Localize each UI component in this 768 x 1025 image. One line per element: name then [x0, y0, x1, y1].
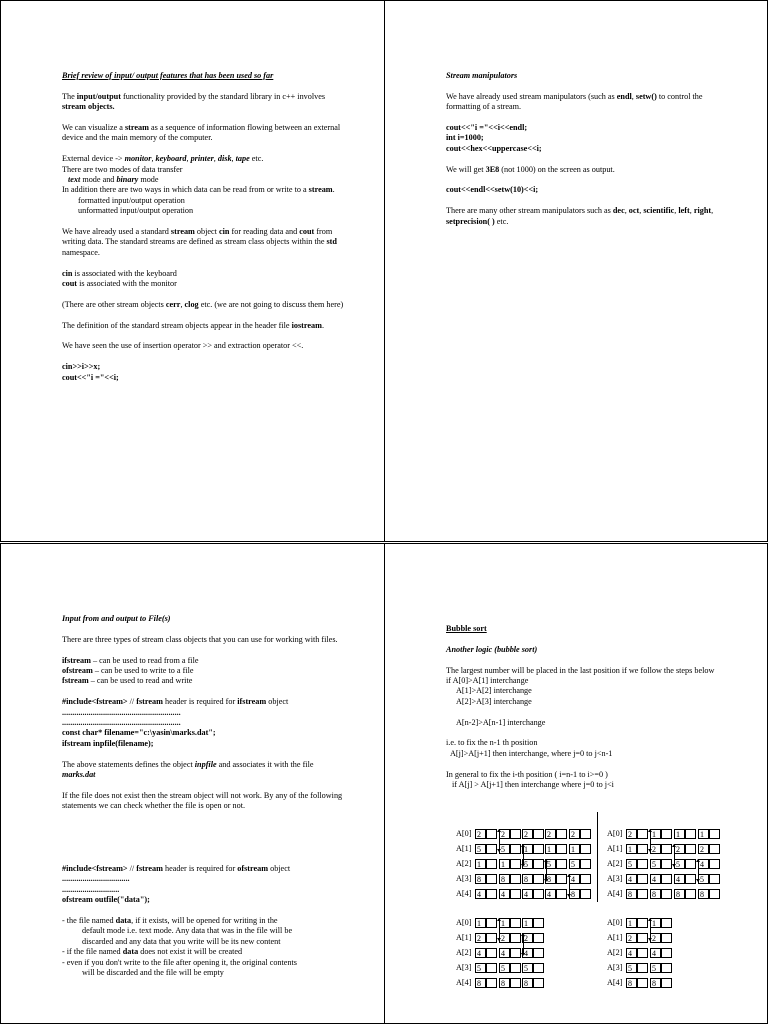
array-cell: 5	[650, 859, 661, 869]
paragraph: If the file does not exist then the stream object will not work. By any of the following statements we can check whether the file is open or not.	[62, 790, 343, 811]
array-cell-blank	[661, 874, 672, 884]
array-cell: 8	[522, 874, 533, 884]
array-cell-blank	[486, 874, 497, 884]
slide-title: Input from and output to File(s)	[62, 614, 171, 623]
array-cell-blank	[556, 844, 567, 854]
array-cell: 4	[475, 948, 486, 958]
array-cell-blank	[510, 829, 521, 839]
code-line: int i=1000;	[446, 133, 484, 143]
row-label: A[2]	[456, 859, 472, 868]
array-cell: 5	[569, 859, 580, 869]
row-label: A[2]	[607, 948, 623, 957]
array-cell-blank	[661, 829, 672, 839]
swap-arrow	[698, 861, 699, 880]
paragraph: In general to fix the i-th position ( i=n-1 to i>=0 )	[446, 769, 608, 779]
array-cell: 8	[499, 874, 510, 884]
bullet-line: - if the file named data does not exist it will be created	[62, 947, 243, 957]
spacer	[62, 822, 344, 864]
paragraph: if A[j] > A[j+1] then interchange where j=0 to j<i	[452, 780, 614, 790]
code-line: ifstream inpfile(filename);	[62, 738, 154, 748]
array-cell: 4	[626, 874, 637, 884]
step-line: A[2]>A[3] interchange	[456, 696, 532, 706]
slide-content	[446, 71, 727, 237]
array-cell: 2	[626, 829, 637, 839]
row-label: A[1]	[456, 933, 472, 942]
array-cell: 2	[522, 933, 533, 943]
array-cell: 8	[674, 889, 685, 899]
array-cell-blank	[580, 889, 591, 899]
array-cell: 2	[545, 829, 556, 839]
array-cell: 2	[650, 844, 661, 854]
swap-arrow	[569, 876, 570, 895]
fstream-line: fstream – can be used to read and write	[62, 676, 193, 686]
array-cell-blank	[510, 933, 521, 943]
slide-subtitle: Another logic (bubble sort)	[446, 644, 538, 654]
array-cell: 2	[499, 933, 510, 943]
paragraph: The above statements defines the object inpfile and associates it with the file marks.dat	[62, 759, 314, 780]
row-label: A[0]	[456, 918, 472, 927]
row-label: A[1]	[607, 844, 623, 853]
array-cell-blank	[637, 859, 648, 869]
array-cell: 8	[545, 874, 556, 884]
array-cell-blank	[709, 889, 720, 899]
array-cell-blank	[661, 963, 672, 973]
array-cell-blank	[533, 963, 544, 973]
array-cell: 5	[626, 859, 637, 869]
array-cell-blank	[637, 933, 648, 943]
array-cell: 8	[650, 978, 661, 988]
swap-arrow	[674, 846, 675, 865]
array-cell-blank	[685, 844, 696, 854]
array-cell: 1	[626, 918, 637, 928]
cin-line: cin is associated with the keyboard	[62, 268, 177, 278]
array-cell-blank	[533, 859, 544, 869]
array-cell-blank	[486, 859, 497, 869]
array-cell-blank	[556, 889, 567, 899]
ellipsis-line: ..........................................................	[62, 707, 181, 717]
array-cell: 2	[674, 844, 685, 854]
array-cell-blank	[556, 829, 567, 839]
array-cell: 4	[499, 889, 510, 899]
array-cell: 8	[698, 889, 709, 899]
bullet-line: - the file named data, if it exists, will be opened for writing in the	[62, 916, 278, 926]
slide-file-io	[0, 543, 385, 1024]
array-cell: 5	[475, 963, 486, 973]
array-cell-blank	[685, 874, 696, 884]
array-cell-blank	[661, 918, 672, 928]
array-cell: 1	[475, 859, 486, 869]
row-label: A[4]	[456, 978, 472, 987]
paragraph: There are many other stream manipulators such as dec, oct, scientific, left, right, setprecision( ) etc.	[446, 206, 714, 226]
row-label: A[0]	[607, 829, 623, 838]
swap-arrow	[499, 920, 500, 939]
row-label: A[2]	[456, 948, 472, 957]
array-cell-blank	[510, 874, 521, 884]
array-cell-blank	[661, 859, 672, 869]
array-cell: 5	[499, 963, 510, 973]
array-cell: 1	[499, 859, 510, 869]
array-cell-blank	[580, 859, 591, 869]
bubble-sort-diagram	[385, 544, 768, 1025]
cout-line: cout is associated with the monitor	[62, 279, 177, 289]
row-label: A[0]	[607, 918, 623, 927]
array-cell: 2	[698, 844, 709, 854]
array-cell: 1	[698, 829, 709, 839]
array-cell-blank	[510, 918, 521, 928]
slide-stream-manipulators	[384, 0, 768, 542]
array-cell: 5	[522, 859, 533, 869]
array-cell: 4	[499, 948, 510, 958]
slide-bubble-sort	[384, 543, 768, 1024]
array-cell-blank	[685, 859, 696, 869]
swap-arrow	[499, 831, 500, 850]
array-cell-blank	[637, 963, 648, 973]
array-cell: 4	[650, 874, 661, 884]
code-line: cout<<endl<<setw(10)<<i;	[446, 185, 539, 195]
paragraph: We have already used a standard stream object cin for reading data and cout from writing data. The standard streams are defined as stream class objects within the std namespace.	[62, 227, 337, 257]
array-cell-blank	[510, 978, 521, 988]
array-cell-blank	[709, 859, 720, 869]
step-line: A[1]>A[2] interchange	[456, 686, 532, 696]
array-cell: 4	[674, 874, 685, 884]
bullet-line: - even if you don't write to the file after opening it, the original contents	[62, 957, 297, 967]
modes-detail: text mode and binary mode	[68, 175, 159, 185]
swap-arrow	[546, 861, 547, 880]
array-cell-blank	[533, 933, 544, 943]
row-label: A[3]	[456, 963, 472, 972]
array-cell-blank	[533, 874, 544, 884]
row-label: A[1]	[456, 844, 472, 853]
array-cell-blank	[486, 948, 497, 958]
paragraph: We have already used stream manipulators (such as endl, setw() to control the formatting of a stream.	[446, 91, 703, 112]
array-cell: 5	[475, 844, 486, 854]
array-cell-blank	[556, 874, 567, 884]
array-cell: 1	[475, 918, 486, 928]
array-cell-blank	[510, 859, 521, 869]
array-cell-blank	[533, 978, 544, 988]
array-cell-blank	[580, 844, 591, 854]
array-cell-blank	[580, 829, 591, 839]
code-line: ofstream outfile("data");	[62, 895, 150, 905]
row-label: A[0]	[456, 829, 472, 838]
array-cell: 8	[475, 978, 486, 988]
array-cell: 8	[650, 889, 661, 899]
external-devices-line: External device -> monitor, keyboard, printer, disk, tape etc.	[62, 154, 264, 164]
swap-arrow	[650, 920, 651, 939]
array-cell: 5	[650, 963, 661, 973]
array-cell: 8	[475, 874, 486, 884]
paragraph: We will get 3E8 (not 1000) on the screen as output.	[446, 164, 615, 174]
array-cell: 4	[569, 874, 580, 884]
array-cell-blank	[637, 874, 648, 884]
code-line: cout<<"i ="<<i<<endl;	[446, 123, 528, 132]
paragraph: There are three types of stream class objects that you can use for working with files.	[62, 634, 338, 644]
array-cell-blank	[637, 829, 648, 839]
row-label: A[3]	[456, 874, 472, 883]
array-cell: 4	[475, 889, 486, 899]
array-cell-blank	[661, 948, 672, 958]
paragraph: The largest number will be placed in the last position if we follow the steps below	[446, 665, 715, 675]
separator-line	[597, 812, 598, 902]
array-cell-blank	[709, 874, 720, 884]
array-cell-blank	[685, 889, 696, 899]
bullet-continuation: will be discarded and the file will be empty	[82, 968, 224, 978]
slide-content	[62, 614, 344, 978]
array-cell-blank	[637, 918, 648, 928]
array-cell-blank	[510, 963, 521, 973]
ofstream-line: ofstream – can be used to write to a file	[62, 666, 194, 675]
row-label: A[3]	[607, 963, 623, 972]
row-label: A[2]	[607, 859, 623, 868]
array-cell: 2	[475, 829, 486, 839]
array-cell: 5	[698, 874, 709, 884]
row-label: A[4]	[607, 978, 623, 987]
ways-line: In addition there are two ways in which data can be read from or write to a stream.	[62, 185, 335, 195]
array-cell-blank	[510, 889, 521, 899]
array-cell-blank	[637, 844, 648, 854]
ellipsis-line: .................................	[62, 874, 130, 884]
array-cell: 1	[522, 918, 533, 928]
ellipsis-line: ..........................................................	[62, 718, 181, 728]
array-cell: 2	[522, 829, 533, 839]
paragraph: The input/output functionality provided by the standard library in c++ involves stream objects.	[62, 91, 326, 112]
array-cell-blank	[533, 844, 544, 854]
slide-title: Bubble sort	[446, 624, 487, 633]
array-cell: 4	[626, 948, 637, 958]
row-label: A[3]	[607, 874, 623, 883]
swap-arrow	[523, 935, 524, 954]
paragraph: A[j]>A[j+1] then interchange, where j=0 to j<n-1	[450, 748, 613, 758]
code-line: const char* filename="c:\yasin\marks.dat";	[62, 728, 216, 738]
array-cell: 8	[626, 978, 637, 988]
paragraph: (There are other stream objects cerr, clog etc. (we are not going to discuss them here)	[62, 299, 344, 309]
swap-arrow	[523, 846, 524, 865]
array-cell: 4	[650, 948, 661, 958]
array-cell-blank	[556, 859, 567, 869]
array-cell: 4	[698, 859, 709, 869]
row-label: A[4]	[607, 889, 623, 898]
array-cell-blank	[685, 829, 696, 839]
code-line: cout<<hex<<uppercase<<i;	[446, 143, 542, 153]
paragraph: We can visualize a stream as a sequence of information flowing between an external device and the main memory of the computer.	[62, 123, 341, 143]
array-cell: 1	[674, 829, 685, 839]
array-cell-blank	[486, 918, 497, 928]
array-cell: 4	[545, 889, 556, 899]
array-cell-blank	[486, 889, 497, 899]
code-line: cin>>i>>x;	[62, 362, 101, 372]
array-cell-blank	[661, 844, 672, 854]
array-cell-blank	[637, 978, 648, 988]
array-cell: 8	[626, 889, 637, 899]
row-label: A[1]	[607, 933, 623, 942]
array-cell-blank	[510, 844, 521, 854]
array-cell: 1	[650, 829, 661, 839]
array-cell: 5	[674, 859, 685, 869]
ellipsis-line: ............................	[62, 884, 120, 894]
array-cell: 1	[545, 844, 556, 854]
step-line: A[n-2]>A[n-1] interchange	[456, 717, 546, 727]
swap-arrow	[650, 831, 651, 850]
array-cell-blank	[486, 844, 497, 854]
array-cell-blank	[486, 933, 497, 943]
array-cell-blank	[580, 874, 591, 884]
slide-title: Brief review of input/ output features that has been used so far	[62, 71, 274, 80]
slide-io-review	[0, 0, 385, 542]
array-cell-blank	[661, 889, 672, 899]
array-cell: 1	[522, 844, 533, 854]
modes-line: There are two modes of data transfer	[62, 164, 183, 174]
include-line: #include<fstream> // fstream header is required for ofstream object	[62, 864, 291, 874]
array-cell: 1	[626, 844, 637, 854]
array-cell: 8	[522, 978, 533, 988]
paragraph: The definition of the standard stream objects appear in the header file iostream.	[62, 320, 324, 330]
array-cell: 5	[522, 963, 533, 973]
array-cell: 1	[499, 918, 510, 928]
way-unformatted: unformatted input/output operation	[78, 206, 194, 216]
paragraph: We have seen the use of insertion operator >> and extraction operator <<.	[62, 341, 304, 351]
array-cell-blank	[486, 829, 497, 839]
array-cell-blank	[486, 963, 497, 973]
array-cell: 2	[499, 829, 510, 839]
array-cell-blank	[709, 844, 720, 854]
array-cell-blank	[510, 948, 521, 958]
array-cell-blank	[661, 933, 672, 943]
array-cell: 5	[545, 859, 556, 869]
array-cell-blank	[661, 978, 672, 988]
array-cell-blank	[533, 889, 544, 899]
array-cell: 4	[522, 889, 533, 899]
array-cell-blank	[533, 948, 544, 958]
array-cell: 2	[475, 933, 486, 943]
array-cell: 5	[499, 844, 510, 854]
way-formatted: formatted input/output operation	[78, 195, 185, 205]
array-cell: 5	[626, 963, 637, 973]
slide-title: Stream manipulators	[446, 71, 518, 80]
array-cell: 2	[626, 933, 637, 943]
array-cell: 1	[569, 844, 580, 854]
array-cell: 8	[569, 889, 580, 899]
array-cell: 1	[650, 918, 661, 928]
bullet-continuation: default mode i.e. text mode. Any data that was in the file will be	[82, 926, 293, 936]
array-cell-blank	[637, 948, 648, 958]
array-cell-blank	[533, 918, 544, 928]
array-cell-blank	[486, 978, 497, 988]
array-cell-blank	[533, 829, 544, 839]
array-cell: 8	[499, 978, 510, 988]
row-label: A[4]	[456, 889, 472, 898]
array-cell-blank	[709, 829, 720, 839]
code-line: cout<<"i ="<<i;	[62, 372, 119, 382]
array-cell: 4	[522, 948, 533, 958]
array-cell-blank	[637, 889, 648, 899]
array-cell: 2	[569, 829, 580, 839]
include-line: #include<fstream> // fstream header is required for ifstream object	[62, 697, 289, 707]
ifstream-line: ifstream – can be used to read from a file	[62, 655, 199, 665]
array-cell: 2	[650, 933, 661, 943]
slide-content	[62, 71, 344, 383]
step-line: if A[0]>A[1] interchange	[446, 676, 529, 685]
bullet-continuation: discarded and any data that you write will be its new content	[82, 936, 281, 946]
paragraph: i.e. to fix the n-1 th position	[446, 738, 538, 748]
